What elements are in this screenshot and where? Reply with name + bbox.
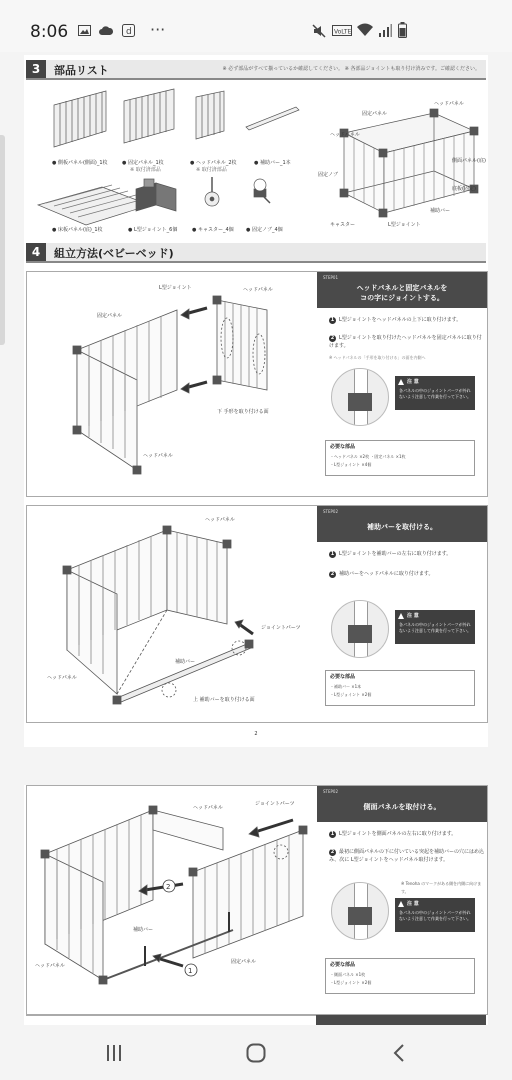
- more-notifications: ···: [150, 20, 166, 39]
- caster-illustration: [205, 177, 219, 206]
- step3-instruction-2: 2 最初に側面パネルの下に付いている突起を補助バーの穴にはめ込み、次に L型ジョイントをヘッドパネル取付けます。: [329, 849, 485, 863]
- warning-icon: [398, 613, 404, 619]
- step3-detail-circle: [331, 882, 389, 940]
- head-panel-illustration: [196, 91, 224, 139]
- svg-text:VoLTE: VoLTE: [334, 28, 352, 36]
- warning-icon: [398, 379, 404, 385]
- side-panel-illustration: [54, 91, 106, 147]
- step1-label-1: L型ジョイント: [159, 285, 192, 291]
- part-caption-1: ● 側板パネル(側面)_1枚: [52, 160, 108, 166]
- part-subcaption-2: ※ 取付済部品: [130, 167, 161, 173]
- part-caption-3: ● ヘッドパネル_2枚: [190, 160, 237, 166]
- side-edge-handle[interactable]: [0, 135, 5, 345]
- fixed-panel-illustration: [124, 89, 174, 143]
- assembled-label-5: 底板(固定): [452, 186, 476, 192]
- part-caption-6: ● L型ジョイント_6個: [128, 227, 178, 233]
- step1-title-2: コの字にジョイントする。: [360, 294, 444, 302]
- support-bar-illustration: [246, 107, 299, 130]
- section-3-header: [26, 60, 486, 80]
- step1-box: [26, 271, 488, 497]
- assembled-label-4: 側面パネル(底): [452, 158, 486, 164]
- volte-icon: [332, 25, 352, 36]
- step1-diagram: [57, 280, 307, 480]
- step3-label-2: ジョイントパーツ: [255, 801, 295, 807]
- d-app-icon: [122, 24, 135, 37]
- section-3-title: 部品リスト: [54, 64, 109, 77]
- step2-title: 補助バーを取付ける。: [367, 523, 437, 531]
- step2-label-5: 上 補助バーを取り付ける面: [193, 697, 255, 703]
- step1-parts-box: 必要な部品 ・ヘッドパネル ×2枚 ・固定パネル ×1枚 ・L型ジョイント ×4個: [325, 440, 475, 476]
- step1-label-3: 固定パネル: [97, 313, 123, 319]
- step2-parts-box: 必要な部品 ・補助バー ×1本 ・L型ジョイント ×2個: [325, 670, 475, 706]
- step2-label-2: ジョイントパーツ: [261, 625, 301, 631]
- assembled-label-6: 補助バー: [430, 208, 451, 214]
- step1-header: [317, 272, 487, 308]
- step2-detail-circle: [331, 600, 389, 658]
- step1-label-4: ヘッドパネル: [143, 453, 173, 459]
- svg-text:2: 2: [166, 883, 171, 891]
- step3-diagram: [33, 790, 313, 1000]
- part-subcaption-3: ※ 取付済部品: [196, 167, 227, 173]
- assembled-label-8: キャスター: [330, 222, 356, 228]
- step1-tag: STEP01: [323, 275, 339, 280]
- step3-parts-box: 必要な部品 ・側面パネル ×1枚 ・L型ジョイント ×2個: [325, 958, 475, 994]
- step2-label-3: 補助バー: [175, 659, 196, 665]
- svg-text:1: 1: [188, 967, 193, 975]
- mute-icon: [312, 24, 326, 38]
- step1-instruction-1: 1 L型ジョイントをヘッドパネルの上下に取り付けます。: [330, 317, 462, 323]
- part-caption-8: ● 固定ノブ_4個: [246, 227, 283, 233]
- warning-icon: [398, 901, 404, 907]
- step3-instruction-1: 1 L型ジョイントを側面パネルの左右に取り付けます。: [330, 831, 457, 837]
- step1-detail-circle: [331, 368, 389, 426]
- floor-panel-illustration: [38, 185, 150, 225]
- step3-title: 側面パネルを取付ける。: [363, 803, 441, 811]
- assembled-label-2: ヘッドパネル: [434, 101, 464, 107]
- step3-box: [26, 785, 488, 1015]
- step2-label-4: ヘッドパネル: [47, 675, 77, 681]
- step1-warning: 注 意 各パネルの中のジョイントパーツが外れないよう注意して作業を行って下さい。: [395, 376, 475, 410]
- step3-note: ※ Tenoha のマークがある側を内側に向けます。: [401, 881, 482, 894]
- navigation-bar: [0, 1036, 512, 1080]
- step2-box: [26, 505, 488, 723]
- step3-label-5: ヘッドパネル: [35, 963, 65, 969]
- step1-title-1: ヘッドパネルと固定パネルを: [356, 284, 448, 292]
- wifi-icon: [356, 23, 374, 37]
- step3-label-4: 固定パネル: [231, 959, 257, 965]
- step2-instruction-1: 1 L型ジョイントを補助バーの左右に取り付けます。: [330, 551, 452, 557]
- step1-instruction-2: 2 L型ジョイントを取り付けたヘッドパネルを固定パネルに取り付けます。: [329, 335, 482, 349]
- signal-icon: [378, 24, 392, 37]
- assembled-label-1: 固定パネル: [362, 111, 388, 117]
- cloud-icon: [98, 26, 114, 36]
- next-step-header-edge: [316, 1015, 486, 1025]
- step2-instruction-2: 2 補助バーをヘッドパネルに取り付けます。: [330, 571, 434, 577]
- step3-tag: STEP02: [323, 789, 339, 794]
- section-4-title: 組立方法(ベビーベッド): [54, 247, 174, 260]
- section-4-number: 4: [26, 243, 46, 261]
- manual-page-2: [24, 55, 488, 747]
- back-button[interactable]: [392, 1043, 406, 1063]
- page-number: 2: [254, 731, 258, 737]
- step2-label-1: ヘッドパネル: [205, 517, 235, 523]
- part-caption-2: ● 固定パネル_1枚: [122, 160, 164, 166]
- l-joint-illustration: [136, 179, 176, 211]
- section-3-note: ※ 必ず部品がすべて揃っているか確認してください。 ※ 各部品ジョイントも取り付け済みです。ご確認ください。: [222, 66, 480, 72]
- step1-label-2: ヘッドパネル: [243, 287, 273, 293]
- step2-warning: 注 意 各パネルの中のジョイントパーツが外れないよう注意して作業を行って下さい。: [395, 610, 475, 644]
- assembled-label-9: L型ジョイント: [388, 222, 421, 228]
- section-3-number: 3: [26, 60, 46, 78]
- step3-label-1: ヘッドパネル: [193, 805, 223, 811]
- battery-icon: [398, 22, 407, 38]
- step3-warning: 注 意 各パネルの中のジョイントパーツが外れないよう注意して作業を行って下さい。: [395, 898, 475, 932]
- clock: 8:06: [30, 22, 69, 42]
- step2-diagram: [57, 514, 307, 714]
- home-button[interactable]: [246, 1043, 266, 1063]
- svg-text:d: d: [126, 27, 132, 37]
- step2-header: [317, 506, 487, 542]
- assembled-label-7: 固定ノブ: [318, 172, 339, 178]
- assembled-label-3: ヘッドパネル: [330, 132, 360, 138]
- knob-illustration: [254, 179, 270, 203]
- step2-tag: STEP02: [323, 509, 339, 514]
- step1-note: ※ ヘッドパネルの「手形を取り付ける」の面を内側へ: [329, 355, 426, 360]
- status-bar: [0, 0, 512, 52]
- step1-label-5: 下 手形を取り付ける面: [217, 409, 269, 415]
- step3-header: [317, 786, 487, 822]
- gallery-icon: [78, 25, 91, 36]
- manual-page-3: [24, 785, 488, 1025]
- recent-apps-button[interactable]: [104, 1044, 124, 1062]
- section-4-header: [26, 243, 486, 263]
- part-caption-7: ● キャスター_4個: [192, 227, 234, 233]
- step3-label-3: 補助バー: [133, 927, 154, 933]
- part-caption-4: ● 補助バー_1本: [254, 160, 291, 166]
- part-caption-5: ● 床板パネル(底)_1枚: [52, 227, 103, 233]
